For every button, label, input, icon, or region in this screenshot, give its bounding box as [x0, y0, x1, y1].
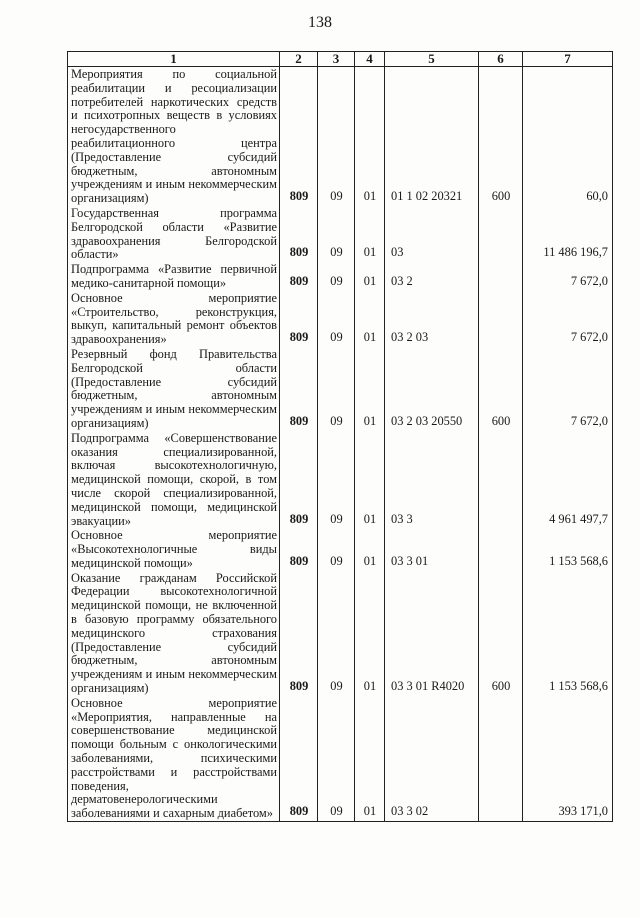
row-subsection: 01 — [355, 431, 385, 529]
column-header-subsection: 4 — [355, 52, 385, 67]
column-header-name: 1 — [68, 52, 280, 67]
row-name: Подпрограмма «Развитие первичной медико-санитарной помощи» — [68, 262, 280, 291]
row-csr: 03 2 — [385, 262, 479, 291]
budget-table — [67, 51, 613, 822]
row-amount: 60,0 — [523, 67, 613, 206]
row-csr: 03 2 03 20550 — [385, 347, 479, 431]
table-row — [68, 206, 613, 262]
row-csr: 03 3 01 R4020 — [385, 571, 479, 696]
row-section: 09 — [318, 262, 355, 291]
row-name: Основное мероприятие «Мероприятия, направленные на совершенствование медицинской помощи больным с онкологическими заболеваниями, психическими расстройствами и расстройствами поведения, дерматовенерологическими заболеваниями и сахарным диабетом» — [68, 696, 280, 822]
row-admin: 809 — [280, 528, 318, 570]
column-header-amount: 7 — [523, 52, 613, 67]
table-row — [68, 431, 613, 529]
row-admin: 809 — [280, 431, 318, 529]
row-csr: 03 — [385, 206, 479, 262]
row-vr: 600 — [479, 67, 523, 206]
row-vr — [479, 291, 523, 347]
row-amount: 1 153 568,6 — [523, 528, 613, 570]
row-subsection: 01 — [355, 696, 385, 822]
column-header-section: 3 — [318, 52, 355, 67]
row-subsection: 01 — [355, 262, 385, 291]
row-name: Мероприятия по социальной реабилитации и ресоциализации потребителей наркотических средств и психотропных веществ в условиях негосударственного реабилитационного центра (Предоставление субсидий бюджетным, автономным учреждениям и иным некоммерческим организациям) — [68, 67, 280, 206]
row-admin: 809 — [280, 696, 318, 822]
row-admin: 809 — [280, 206, 318, 262]
row-amount: 7 672,0 — [523, 291, 613, 347]
header-row — [68, 52, 613, 67]
row-vr — [479, 528, 523, 570]
row-admin: 809 — [280, 291, 318, 347]
row-vr — [479, 206, 523, 262]
row-subsection: 01 — [355, 67, 385, 206]
row-amount: 7 672,0 — [523, 347, 613, 431]
table-row — [68, 262, 613, 291]
row-subsection: 01 — [355, 206, 385, 262]
row-admin: 809 — [280, 571, 318, 696]
row-section: 09 — [318, 291, 355, 347]
column-header-vr: 6 — [479, 52, 523, 67]
row-admin: 809 — [280, 67, 318, 206]
row-name: Оказание гражданам Российской Федерации высокотехнологичной медицинской помощи, не включенной в базовую программу обязательного медицинского страхования (Предоставление субсидий бюджетным, автономным учреждениям и иным некоммерческим организациям) — [68, 571, 280, 696]
row-csr: 03 3 — [385, 431, 479, 529]
row-section: 09 — [318, 206, 355, 262]
row-name: Государственная программа Белгородской области «Развитие здравоохранения Белгородской области» — [68, 206, 280, 262]
row-name: Резервный фонд Правительства Белгородской области (Предоставление субсидий бюджетным, автономным учреждениям и иным некоммерческим организациям) — [68, 347, 280, 431]
row-vr — [479, 262, 523, 291]
row-subsection: 01 — [355, 528, 385, 570]
row-amount: 393 171,0 — [523, 696, 613, 822]
table-row — [68, 696, 613, 822]
page-number: 138 — [308, 14, 332, 31]
row-admin: 809 — [280, 262, 318, 291]
row-amount: 1 153 568,6 — [523, 571, 613, 696]
row-vr — [479, 431, 523, 529]
row-vr: 600 — [479, 347, 523, 431]
row-amount: 7 672,0 — [523, 262, 613, 291]
table-row — [68, 528, 613, 570]
row-name: Основное мероприятие «Строительство, реконструкция, выкуп, капитальный ремонт объектов здравоохранения» — [68, 291, 280, 347]
row-vr — [479, 696, 523, 822]
row-csr: 03 3 01 — [385, 528, 479, 570]
column-header-admin: 2 — [280, 52, 318, 67]
column-header-csr: 5 — [385, 52, 479, 67]
row-section: 09 — [318, 347, 355, 431]
table-row — [68, 67, 613, 206]
row-section: 09 — [318, 571, 355, 696]
row-section: 09 — [318, 67, 355, 206]
row-subsection: 01 — [355, 571, 385, 696]
row-amount: 11 486 196,7 — [523, 206, 613, 262]
row-amount: 4 961 497,7 — [523, 431, 613, 529]
row-section: 09 — [318, 696, 355, 822]
row-subsection: 01 — [355, 291, 385, 347]
row-csr: 03 2 03 — [385, 291, 479, 347]
table-row — [68, 291, 613, 347]
row-csr: 03 3 02 — [385, 696, 479, 822]
row-section: 09 — [318, 431, 355, 529]
table-row — [68, 347, 613, 431]
row-csr: 01 1 02 20321 — [385, 67, 479, 206]
row-name: Подпрограмма «Совершенствование оказания специализированной, включая высокотехнологичную, медицинской помощи, скорой, в том числе скорой специализированной, медицинской помощи, медицинской эвакуации» — [68, 431, 280, 529]
row-vr: 600 — [479, 571, 523, 696]
table-row — [68, 571, 613, 696]
row-admin: 809 — [280, 347, 318, 431]
row-subsection: 01 — [355, 347, 385, 431]
row-name: Основное мероприятие «Высокотехнологичные виды медицинской помощи» — [68, 528, 280, 570]
row-section: 09 — [318, 528, 355, 570]
